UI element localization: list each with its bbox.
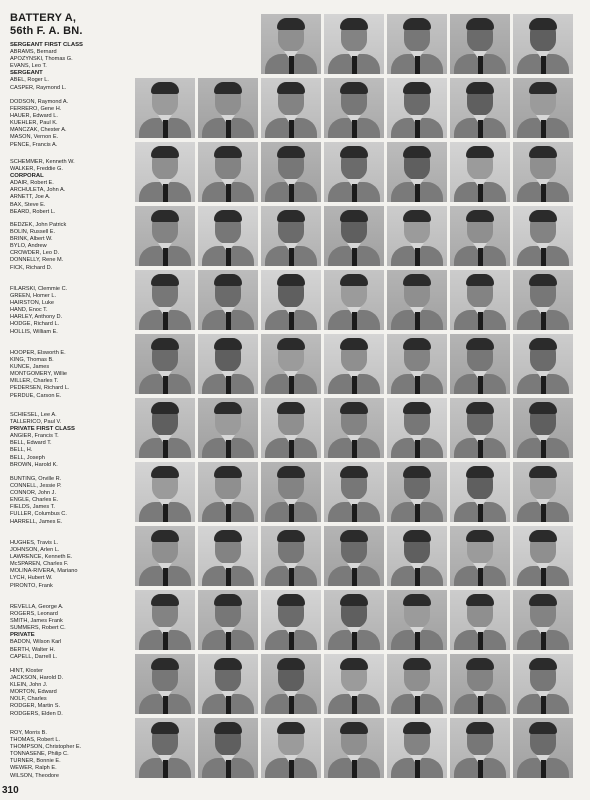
soldier-name: CAPELL, Darrell L. xyxy=(10,653,58,660)
soldier-name: ENGLE, Charles E. xyxy=(10,497,59,504)
soldier-name: HODGE, Richard L. xyxy=(10,321,60,328)
soldier-name: FIELDS, James T. xyxy=(10,504,55,511)
portrait-photo xyxy=(324,590,384,650)
rank-header: PRIVATE xyxy=(10,632,35,639)
rank-header: PRIVATE FIRST CLASS xyxy=(10,426,75,433)
soldier-name: BRINK, Albert W. xyxy=(10,236,53,243)
portrait-photo xyxy=(324,334,384,394)
soldier-name: CASPER, Raymond L. xyxy=(10,84,67,91)
soldier-name: REVELLA, George A. xyxy=(10,604,64,610)
soldier-name: BADON, Wilson Karl xyxy=(10,639,62,646)
portrait-photo xyxy=(387,590,447,650)
portrait-photo xyxy=(261,718,321,778)
portrait-photo xyxy=(324,206,384,266)
portrait-photo xyxy=(513,206,573,266)
portrait-photo xyxy=(198,590,258,650)
soldier-name: BEDZEK, John Patrick xyxy=(10,222,67,228)
portrait-photo xyxy=(387,654,447,714)
portrait-photo xyxy=(261,654,321,714)
soldier-name: KUEHLER, Paul K. xyxy=(10,120,58,127)
soldier-name: MANCZAK, Chester A. xyxy=(10,127,67,134)
soldier-name: PIRONTO, Frank xyxy=(10,582,53,589)
soldier-name: WALKER, Freddie G. xyxy=(10,166,63,173)
soldier-name: CROWDER, Leo D. xyxy=(10,250,60,257)
portrait-photo xyxy=(324,270,384,330)
portrait-photo xyxy=(450,718,510,778)
portrait-photo xyxy=(513,78,573,138)
soldier-name: MORTON, Edward xyxy=(10,689,57,696)
portrait-photo xyxy=(198,718,258,778)
portrait-photo xyxy=(261,270,321,330)
portrait-photo xyxy=(450,270,510,330)
portrait-photo xyxy=(387,78,447,138)
title-line-1: BATTERY A, xyxy=(10,12,77,24)
soldier-name: KUNCE, James xyxy=(10,364,50,371)
portrait-photo xyxy=(324,14,384,74)
portrait-photo xyxy=(387,398,447,458)
soldier-name: SUMMERS, Robert C. xyxy=(10,625,66,632)
name-group xyxy=(10,222,130,272)
portrait-photo xyxy=(198,142,258,202)
soldier-name: ABRAMS, Bernard xyxy=(10,49,57,56)
portrait-photo xyxy=(513,14,573,74)
soldier-name: MOLINA-RIVERA, Mariano xyxy=(10,568,78,575)
portrait-photo xyxy=(387,718,447,778)
portrait-photo xyxy=(324,398,384,458)
portrait-photo xyxy=(198,334,258,394)
name-group xyxy=(10,540,130,590)
portrait-photo xyxy=(261,142,321,202)
portrait-photo xyxy=(387,334,447,394)
soldier-name: NOLF, Charles xyxy=(10,696,47,703)
soldier-name: PEDERSEN, Richard L. xyxy=(10,385,70,392)
soldier-name: TALLERICO, Paul V. xyxy=(10,419,62,426)
name-group xyxy=(10,412,130,469)
soldier-name: BYLO, Andrew xyxy=(10,243,47,250)
name-group xyxy=(10,159,130,216)
portrait-photo xyxy=(387,142,447,202)
soldier-name: FICK, Richard D. xyxy=(10,264,53,271)
portrait-photo xyxy=(513,462,573,522)
soldier-name: SCHIESEL, Lee A. xyxy=(10,412,57,418)
soldier-name: ARCHULETA, John A. xyxy=(10,187,66,194)
soldier-name: McSPAREN, Charles F. xyxy=(10,561,69,568)
soldier-name: MASON, Vernon E. xyxy=(10,134,59,141)
portrait-photo xyxy=(135,526,195,586)
portrait-photo xyxy=(450,142,510,202)
portrait-photo xyxy=(450,206,510,266)
soldier-name: RODGER, Martin S. xyxy=(10,703,61,710)
portrait-photo xyxy=(324,78,384,138)
rank-header: SERGEANT FIRST CLASS xyxy=(10,42,83,48)
soldier-name: HUGHES, Travis L. xyxy=(10,540,59,546)
portrait-photo xyxy=(135,462,195,522)
page-number: 310 xyxy=(2,785,19,796)
portrait-photo xyxy=(513,590,573,650)
portrait-photo xyxy=(324,654,384,714)
portrait-photo xyxy=(513,398,573,458)
name-group xyxy=(10,730,130,780)
soldier-name: MONTGOMERY, Willie xyxy=(10,371,67,378)
portrait-photo xyxy=(324,462,384,522)
portrait-photo xyxy=(135,590,195,650)
soldier-name: BAX, Steve E. xyxy=(10,201,46,208)
soldier-name: HOLLIS, William E. xyxy=(10,328,58,335)
soldier-name: SMITH, James Frank xyxy=(10,618,63,625)
name-group xyxy=(10,476,130,526)
soldier-name: FULLER, Columbus C. xyxy=(10,511,67,518)
portrait-photo xyxy=(450,462,510,522)
portrait-photo xyxy=(135,654,195,714)
soldier-name: KING, Thomas B. xyxy=(10,357,54,364)
portrait-photo xyxy=(135,270,195,330)
soldier-name: ARNETT, Joe A. xyxy=(10,194,51,201)
portrait-photo xyxy=(324,526,384,586)
portrait-photo xyxy=(198,462,258,522)
soldier-name: GREEN, Homer L. xyxy=(10,293,57,300)
portrait-photo xyxy=(261,590,321,650)
name-group xyxy=(10,604,130,661)
name-group xyxy=(10,286,130,336)
portrait-photo xyxy=(513,654,573,714)
portrait-photo xyxy=(261,398,321,458)
portrait-photo xyxy=(513,270,573,330)
soldier-name: BERTH, Walter H. xyxy=(10,646,56,653)
soldier-name: THOMAS, Robert L. xyxy=(10,737,61,744)
rank-header: CORPORAL xyxy=(10,173,44,180)
soldier-name: HAND, Enoc T. xyxy=(10,307,48,314)
soldier-name: LYCH, Hubert W. xyxy=(10,575,53,582)
portrait-photo xyxy=(198,526,258,586)
portrait-photo xyxy=(450,14,510,74)
portrait-photo xyxy=(387,462,447,522)
portrait-photo xyxy=(135,142,195,202)
portrait-photo xyxy=(513,334,573,394)
portrait-photo xyxy=(261,526,321,586)
portrait-photo xyxy=(387,270,447,330)
soldier-name: TONNASENE, Philip C. xyxy=(10,751,69,758)
portrait-photo xyxy=(387,206,447,266)
soldier-name: WILSON, Theodore xyxy=(10,772,60,779)
soldier-name: HARRELL, James E. xyxy=(10,518,63,525)
portrait-photo xyxy=(387,14,447,74)
soldier-name: ROGERS, Leonard xyxy=(10,611,58,618)
rank-header: SERGEANT xyxy=(10,70,43,77)
portrait-photo xyxy=(324,142,384,202)
soldier-name: CONNOR, John J. xyxy=(10,490,57,497)
soldier-name: FILARSKI, Clemmie C. xyxy=(10,286,68,292)
portrait-photo xyxy=(135,334,195,394)
portrait-photo xyxy=(513,526,573,586)
portrait-photo xyxy=(261,14,321,74)
soldier-name: HAIRSTON, Luke xyxy=(10,300,55,307)
soldier-name: JACKSON, Harold D. xyxy=(10,675,64,682)
portrait-photo xyxy=(198,654,258,714)
soldier-name: MILLER, Charles T. xyxy=(10,378,59,385)
soldier-name: HARLEY, Anthony D. xyxy=(10,314,63,321)
soldier-name: HAUER, Edward L. xyxy=(10,113,58,120)
portrait-photo xyxy=(387,526,447,586)
soldier-name: BOLIN, Russell E. xyxy=(10,229,56,236)
soldier-name: BUNTING, Orville R. xyxy=(10,476,62,482)
soldier-name: LAWRENCE, Kenneth E. xyxy=(10,554,73,561)
portrait-photo xyxy=(261,78,321,138)
soldier-name: BROWN, Harold K. xyxy=(10,461,58,468)
portrait-photo xyxy=(261,334,321,394)
portrait-photo xyxy=(198,398,258,458)
name-group xyxy=(10,350,130,400)
portrait-photo xyxy=(135,398,195,458)
soldier-name: ADAIR, Robert E. xyxy=(10,180,54,187)
soldier-name: TURNER, Bonnie E. xyxy=(10,758,61,765)
portrait-photo xyxy=(450,590,510,650)
soldier-name: PERDUE, Carson E. xyxy=(10,392,62,399)
portrait-photo xyxy=(513,718,573,778)
soldier-name: HINT, Kloster xyxy=(10,668,43,674)
portrait-photo xyxy=(135,78,195,138)
soldier-name: BELL, Edward T. xyxy=(10,440,52,447)
soldier-name: BEARD, Robert L. xyxy=(10,208,56,215)
name-group xyxy=(10,99,130,149)
soldier-name: APOZYNSKI, Thomas G. xyxy=(10,56,73,63)
portrait-photo xyxy=(450,78,510,138)
soldier-name: ANGIER, Francis T. xyxy=(10,433,59,440)
portrait-photo xyxy=(198,78,258,138)
portrait-photo xyxy=(450,398,510,458)
portrait-photo xyxy=(198,270,258,330)
name-group xyxy=(10,42,130,92)
soldier-name: FERRERO, Gene H. xyxy=(10,106,62,113)
soldier-name: THOMPSON, Christopher E. xyxy=(10,744,82,751)
portrait-photo xyxy=(135,718,195,778)
portrait-photo xyxy=(198,206,258,266)
portrait-photo xyxy=(135,206,195,266)
portrait-photo xyxy=(450,526,510,586)
soldier-name: ROY, Morris B. xyxy=(10,730,47,736)
soldier-name: ABEL, Roger L. xyxy=(10,77,49,84)
portrait-photo xyxy=(450,334,510,394)
soldier-name: DONNELLY, Rene M. xyxy=(10,257,64,264)
soldier-name: RODGERS, Elden D. xyxy=(10,710,63,717)
soldier-name: JOHNSON, Arlen L. xyxy=(10,547,60,554)
portrait-photo xyxy=(261,206,321,266)
soldier-name: KLEIN, John J. xyxy=(10,682,48,689)
portrait-photo xyxy=(261,462,321,522)
portrait-photo xyxy=(513,142,573,202)
battery-title xyxy=(10,12,83,38)
portrait-photo xyxy=(324,718,384,778)
soldier-name: HOOPER, Elsworth E. xyxy=(10,350,66,356)
soldier-name: PENCE, Francis A. xyxy=(10,141,58,148)
name-group xyxy=(10,668,130,718)
soldier-name: BELL, H. xyxy=(10,447,33,454)
soldier-name: EVANS, Leo T. xyxy=(10,63,47,70)
soldier-name: DODSON, Raymond A. xyxy=(10,99,69,105)
soldier-name: WEWER, Ralph E. xyxy=(10,765,57,772)
portrait-photo xyxy=(450,654,510,714)
soldier-name: CONNELL, Jessie P. xyxy=(10,483,62,490)
soldier-name: SCHEMMER, Kenneth W. xyxy=(10,159,75,165)
title-line-2: 56th F. A. BN. xyxy=(10,25,83,37)
soldier-name: BELL, Joseph xyxy=(10,454,45,461)
